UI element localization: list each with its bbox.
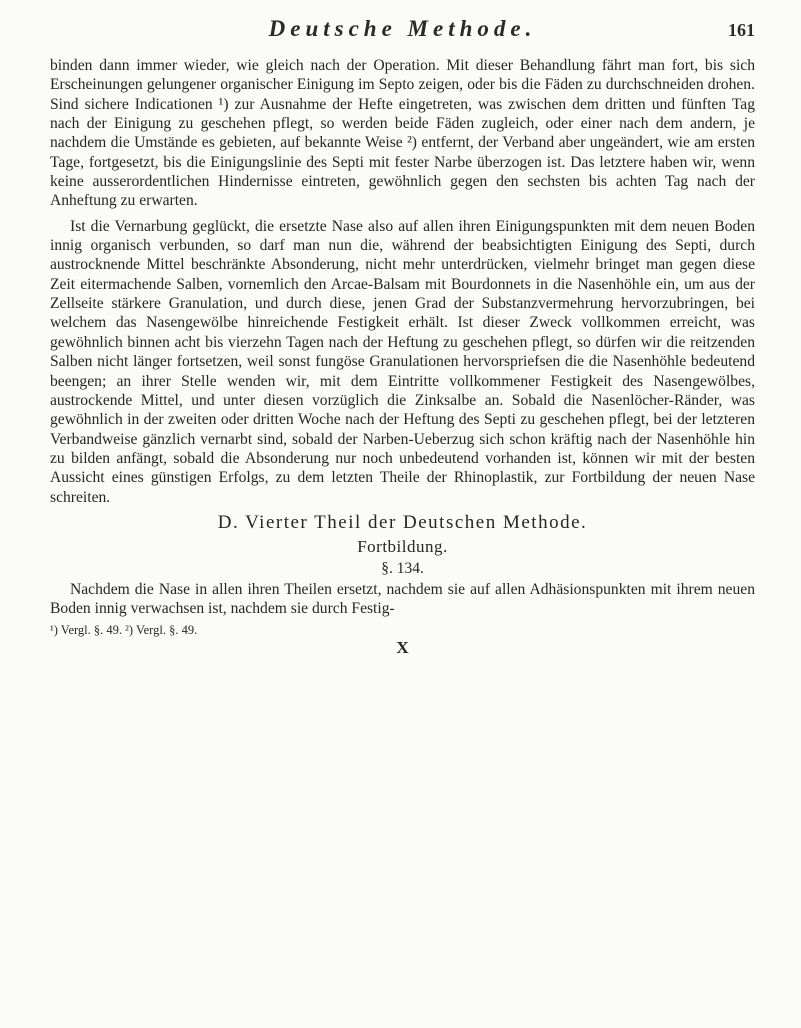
- page-number: 161: [728, 20, 755, 40]
- section-heading: D. Vierter Theil der Deutschen Methode.: [217, 511, 588, 533]
- section-subheading: Fortbildung.: [357, 536, 448, 556]
- paragraph-1: binden dann immer wieder, wie gleich nach der Operation. Mit dieser Behandlung fährt man fort, bis sich Erscheinungen gelungener organischer Einigung im Septo zeigen, oder bis die Fäden zu durchschneiden drohen. Sind sichere Indicationen ¹) zur Ausnahme der Hefte eingetreten, was zwischen dem dritten und fünften Tag nach der Einigung zu geschehen pflegt, so werden beide Fäden zugleich, oder einer nach dem andern, je nachdem die Umstände es gebieten, auf bekannte Weise ²) entfernt, der Verband aber ungeändert, wie am ersten Tage, fortgesetzt, bis die Einigungslinie des Septi mit fester Narbe überzogen ist. Das letztere haben wir, wenn keine ausserordentlichen Hindernisse eintreten, gewöhnlich gegen den sechsten bis achten Tag nach der Anheftung zu erwarten.: [50, 57, 755, 210]
- footnotes: ¹) Vergl. §. 49. ²) Vergl. §. 49.: [50, 622, 198, 637]
- paragraph-2: Ist die Vernarbung geglückt, die ersetzte Nase also auf allen ihren Einigungspunkten mit dem neuen Boden innig organisch verbunden, so darf man nun die, während der beabsichtigten Einigung des Septi, durch austrocknende Mittel beschränkte Absonderung, nicht mehr unterdrücken, vielmehr bringet man gegen diese Zeit eitermachende Salben, vornemlich den Arcae-Balsam mit Bourdonnets in die Nasenhöhle ein, um aus der Zellseite stärkere Granulation, und durch diese, jenen Grad der Substanzvermehrung hervorzubringen, bei welchem das Nasengewölbe hinreichende Festigkeit erhält. Ist dieser Zweck vollkommen erreicht, was gewöhnlich binnen acht bis vierzehn Tagen nach der Heftung zu geschehen pflegt, so dürfen wir die reitzenden Salben nicht länger fortsetzen, weil sonst fungöse Granulationen hervorspriefsen die die Nasenhöhle bedeutend beengen; an ihrer Stelle wenden wir, mit dem Eintritte vollkommener Festigkeit des Nasengewölbes, austrockende Mittel, und unter diesen vorzüglich die Zinksalbe an. Sobald die Nasenlöcher-Ränder, was gewöhnlich in der zweiten oder dritten Woche nach der Heftung des Septi zu geschehen pflegt, bei der letzteren Verbandweise gänzlich vernarbt sind, sobald der Narben-Ueberzug sich schon kräftig nach der Nasenhöhle hin zu bilden anfängt, sobald die Absonderung nur noch unbedeutend vorhanden ist, können wir mit der besten Aussicht eines günstigen Erfolgs, zu dem letzten Theile der Rhinoplastik, zur Fortbildung der neuen Nase schreiten.: [50, 217, 755, 506]
- running-title: Deutsche Methode.: [268, 16, 537, 41]
- paragraph-number: §. 134.: [381, 559, 424, 577]
- paragraph-3: Nachdem die Nase in allen ihren Theilen ersetzt, nachdem sie auf allen Adhäsionspunkten mit ihrem neuen Boden innig verwachsen ist, nachdem sie durch Festig-: [50, 580, 755, 618]
- running-head: [50, 16, 755, 46]
- signature-mark: X: [396, 637, 409, 657]
- body-text: [50, 56, 755, 657]
